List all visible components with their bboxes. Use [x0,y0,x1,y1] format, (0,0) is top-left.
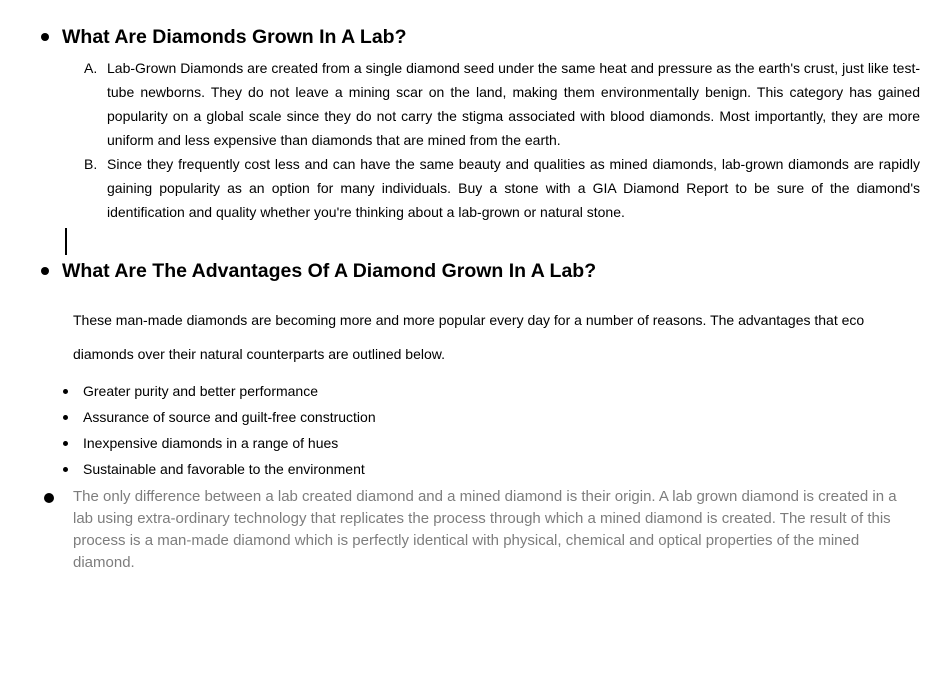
heading-bullet-icon [41,33,49,41]
bullet-icon [63,441,68,446]
bullet-icon [63,389,68,394]
bullet-item-text[interactable]: Assurance of source and guilt-free construction [83,409,376,425]
section-heading-text[interactable]: What Are The Advantages Of A Diamond Grown In A Lab? [62,260,597,282]
list-item-text[interactable]: Lab-Grown Diamonds are created from a single diamond seed under the same heat and pressure as the earth's crust, just like test-tube newborns. They do not leave a mining scar on the land, making them environmentally benign. This category has gained popularity on a global scale since they do not carry the stigma associated with blood diamonds. Most importantly, they are more uniform and less expensive than diamonds that are mined from the earth. [107,60,920,148]
bullet-item-text[interactable]: Inexpensive diamonds in a range of hues [83,435,339,451]
document-page [0,26,948,680]
lettered-list-item-a[interactable] [84,56,920,152]
note-list-item[interactable] [44,486,948,574]
lettered-list [84,56,920,224]
bullet-list [63,378,948,482]
list-letter: B. [84,156,98,172]
text-cursor [65,228,67,255]
section-heading-advantages [41,260,948,282]
bullet-list-item[interactable] [63,378,948,404]
bullet-icon [63,467,68,472]
bullet-list-item[interactable] [63,404,948,430]
bullet-icon [63,415,68,420]
bullet-list-item[interactable] [63,430,948,456]
bullet-item-text[interactable]: Greater purity and better performance [83,383,319,399]
bullet-item-text[interactable]: Sustainable and favorable to the environment [83,461,365,477]
large-bullet-icon [44,493,54,503]
section-heading-lab-grown [41,26,948,48]
bullet-list-item[interactable] [63,456,948,482]
section-heading-text[interactable]: What Are Diamonds Grown In A Lab? [62,26,407,48]
heading-bullet-icon [41,267,49,275]
note-paragraph[interactable]: The only difference between a lab created diamond and a mined diamond is their origin. A lab grown diamond is created in a lab using extra-ordinary technology that replicates the process through which a mined diamond is created. The result of this process is a man-made diamond which is perfectly identical with physical, chemical and optical properties of the mined diamond. [73,488,897,571]
list-item-text[interactable]: Since they frequently cost less and can have the same beauty and qualities as mined diamonds, lab-grown diamonds are rapidly gaining popularity as an option for many individuals. Buy a stone with a GIA Diamond Report to be sure of the diamond's identification and quality whether you're thinking about a lab-grown or natural stone. [107,156,920,220]
intro-paragraph[interactable]: These man-made diamonds are becoming more and more popular every day for a number of reasons. The advantages that eco diamonds over their natural counterparts are outlined below. [73,312,865,362]
list-letter: A. [84,60,98,76]
lettered-list-item-b[interactable] [84,152,920,224]
